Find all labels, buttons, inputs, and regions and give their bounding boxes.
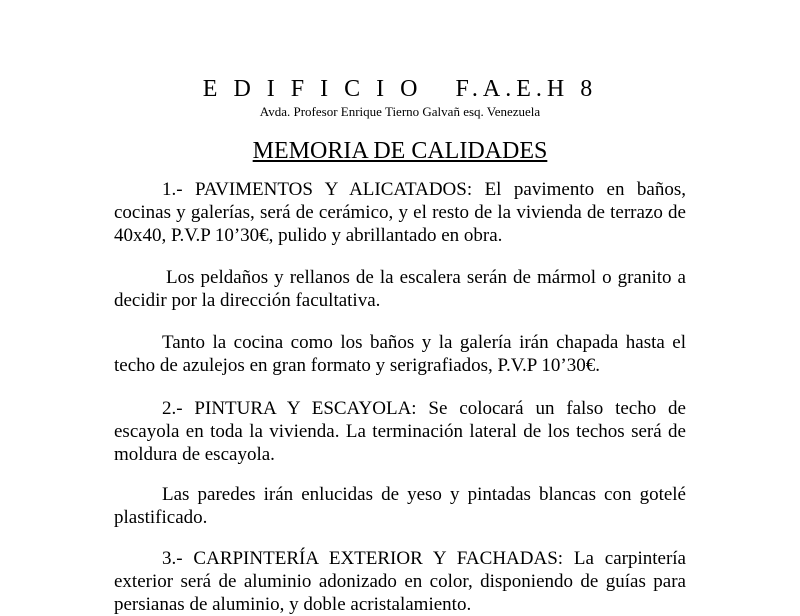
paragraph-cocina-banos: Tanto la cocina como los baños y la galería irán chapada hasta el techo de azulejos en gran formato y serigrafiados, P.V.P 10’30€. (114, 332, 686, 376)
paragraph-carpinteria: 3.- CARPINTERÍA EXTERIOR Y FACHADAS: La carpintería exterior será de aluminio adonizado en color, disponiendo de guías para persianas de aluminio, y doble acristalamiento. (114, 548, 686, 615)
document-title: MEMORIA DE CALIDADES (252, 138, 548, 164)
paragraph-pavimentos: 1.- PAVIMENTOS Y ALICATADOS: El pavimento en baños, cocinas y galerías, será de cerámico, y el resto de la vivienda de terrazo de 40x40, P.V.P 10’30€, pulido y abrillantado en obra. (114, 179, 686, 246)
building-title: E D I F I C I O F.A.E.H 8 (202, 76, 598, 102)
building-address: Avda. Profesor Enrique Tierno Galvañ esq. Venezuela (259, 104, 541, 119)
paragraph-pintura-escayola: 2.- PINTURA Y ESCAYOLA: Se colocará un falso techo de escayola en toda la vivienda. La terminación lateral de los techos será de moldura de escayola. (114, 398, 686, 465)
paragraph-peldanos: Los peldaños y rellanos de la escalera serán de mármol o granito a decidir por la dirección facultativa. (114, 267, 686, 311)
paragraph-paredes: Las paredes irán enlucidas de yeso y pintadas blancas con gotelé plastificado. (114, 484, 686, 528)
